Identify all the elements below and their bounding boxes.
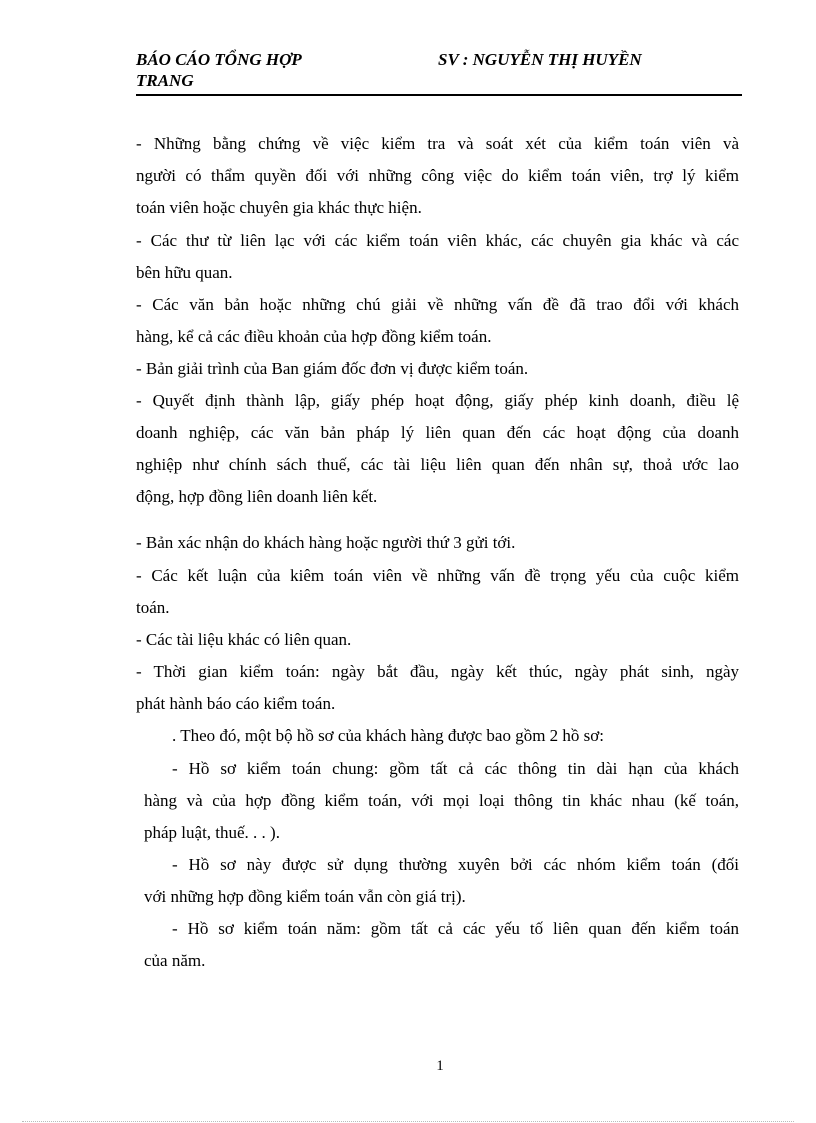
page-bottom-divider (22, 1121, 794, 1122)
text-line: - Hồ sơ này được sử dụng thường xuyên bởi các nhóm kiểm toán (đối (172, 855, 739, 874)
text-line: nghiệp như chính sách thuế, các tài liệu liên quan đến nhân sự, thoả ước lao (136, 455, 739, 474)
header-title (136, 49, 366, 91)
text-line: hàng, kể cả các điều khoản của hợp đồng kiểm toán. (136, 327, 492, 346)
text-line: toán viên hoặc chuyên gia khác thực hiện. (136, 198, 422, 217)
page-header (136, 48, 742, 96)
text-line: - Bản giải trình của Ban giám đốc đơn vị được kiểm toán. (136, 359, 529, 378)
text-line: động, hợp đồng liên doanh liên kết. (136, 487, 378, 506)
text-line: - Bản xác nhận do khách hàng hoặc người thứ 3 gửi tới. (136, 533, 516, 552)
text-line: - Thời gian kiểm toán: ngày bắt đầu, ngày kết thúc, ngày phát sinh, ngày (136, 662, 739, 681)
text-line: - Các tài liệu khác có liên quan. (136, 630, 352, 649)
text-line: - Các văn bản hoặc những chú giải về những vấn đề đã trao đổi với khách (136, 295, 739, 314)
text-line: bên hữu quan. (136, 263, 233, 282)
text-line: - Các thư từ liên lạc với các kiểm toán viên khác, các chuyên gia khác và các (136, 231, 739, 250)
text-line: toán. (136, 598, 170, 617)
header-student: SV : NGUYỄN THỊ HUYỀN (438, 50, 642, 69)
text-line: người có thẩm quyền đối với những công việc do kiểm toán viên, trợ lý kiểm (136, 166, 739, 185)
text-line: - Quyết định thành lập, giấy phép hoạt động, giấy phép kinh doanh, điều lệ (136, 391, 739, 410)
text-line: doanh nghiệp, các văn bản pháp lý liên quan đến các hoạt động của doanh (136, 423, 739, 442)
text-line: - Hồ sơ kiểm toán chung: gồm tất cả các thông tin dài hạn của khách (172, 759, 739, 778)
text-line: hàng và của hợp đồng kiểm toán, với mọi loại thông tin khác nhau (kế toán, (144, 791, 739, 810)
text-line: của năm. (144, 951, 206, 970)
text-line: phát hành báo cáo kiểm toán. (136, 694, 336, 713)
header-title-line1: BÁO CÁO TỔNG HỢP (136, 50, 302, 69)
header-title-line2: TRANG (136, 71, 194, 90)
text-line: . Theo đó, một bộ hồ sơ của khách hàng được bao gồm 2 hồ sơ: (172, 726, 604, 745)
text-line: pháp luật, thuế. . . ). (144, 823, 280, 842)
text-line: - Hồ sơ kiểm toán năm: gồm tất cả các yếu tố liên quan đến kiểm toán (172, 919, 739, 938)
page-number: 1 (436, 1058, 444, 1074)
text-line: - Những bằng chứng về việc kiểm tra và soát xét của kiểm toán viên và (136, 134, 739, 153)
text-line: - Các kết luận của kiêm toán viên về những vấn đề trọng yếu của cuộc kiểm (136, 566, 739, 585)
text-line: với những hợp đồng kiểm toán vẫn còn giá trị). (144, 887, 466, 906)
